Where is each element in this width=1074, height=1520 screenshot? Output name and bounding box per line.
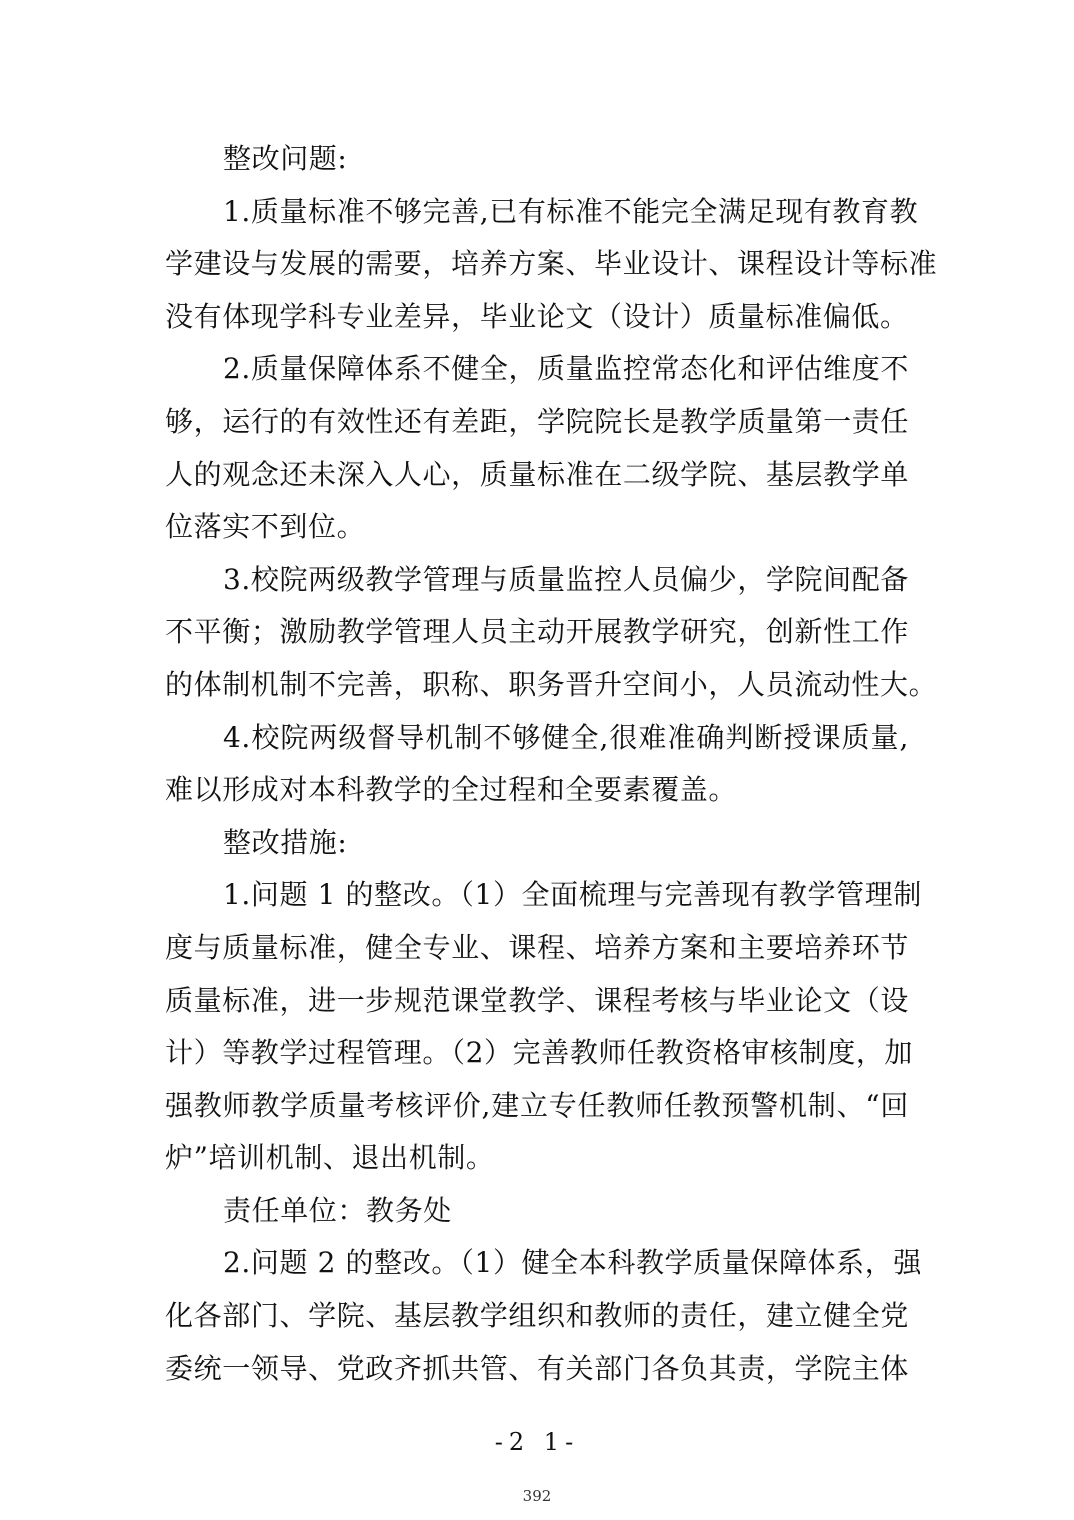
paragraph-line: 位落实不到位。 [165,510,366,544]
responsible-unit: 责任单位：教务处 [223,1193,452,1227]
paragraph-line: 没有体现学科专业差异，毕业论文（设计）质量标准偏低。 [165,299,909,333]
section-heading-problems: 整改问题: [223,142,348,175]
paragraph-line: 度与质量标准，健全专业、课程、培养方案和主要培养环节 [165,930,909,964]
paragraph-line: 炉”培训机制、退出机制。 [165,1141,495,1175]
paragraph-line: 化各部门、学院、基层教学组织和教师的责任，建立健全党 [165,1299,909,1333]
page-number: -2 1- [494,1428,580,1456]
paragraph-line: 学建设与发展的需要，培养方案、毕业设计、课程设计等标准 [165,247,938,281]
paragraph-line: 2.质量保障体系不健全，质量监控常态化和评估维度不 [223,352,909,386]
paragraph-line: 质量标准，进一步规范课堂教学、课程考核与毕业论文（设 [165,983,909,1017]
section-heading-measures: 整改措施: [223,825,348,859]
paragraph-line: 强教师教学质量考核评价,建立专任教师任教预警机制、“回 [165,1088,909,1122]
paragraph-line: 3.校院两级教学管理与质量监控人员偏少，学院间配备 [223,562,909,596]
paragraph-line: 人的观念还未深入人心，质量标准在二级学院、基层教学单 [165,457,909,491]
paragraph-line: 的体制机制不完善，职称、职务晋升空间小，人员流动性大。 [165,667,938,701]
paragraph-line: 4.校院两级督导机制不够健全,很难准确判断授课质量, [223,720,909,754]
document-stamp-number: 392 [522,1487,552,1505]
paragraph-line: 1.问题 1 的整改。（1）全面梳理与完善现有教学管理制 [223,878,922,912]
paragraph-line: 委统一领导、党政齐抓共管、有关部门各负其责，学院主体 [165,1351,909,1385]
paragraph-line: 计）等教学过程管理。（2）完善教师任教资格审核制度，加 [165,1036,914,1070]
paragraph-line: 1.质量标准不够完善,已有标准不能完全满足现有教育教 [223,194,919,228]
paragraph-line: 2.问题 2 的整改。（1）健全本科教学质量保障体系，强 [223,1246,922,1280]
paragraph-line: 难以形成对本科教学的全过程和全要素覆盖。 [165,773,738,807]
paragraph-line: 不平衡；激励教学管理人员主动开展教学研究，创新性工作 [165,615,909,649]
paragraph-line: 够，运行的有效性还有差距，学院院长是教学质量第一责任 [165,404,909,438]
document-body [165,133,938,1395]
